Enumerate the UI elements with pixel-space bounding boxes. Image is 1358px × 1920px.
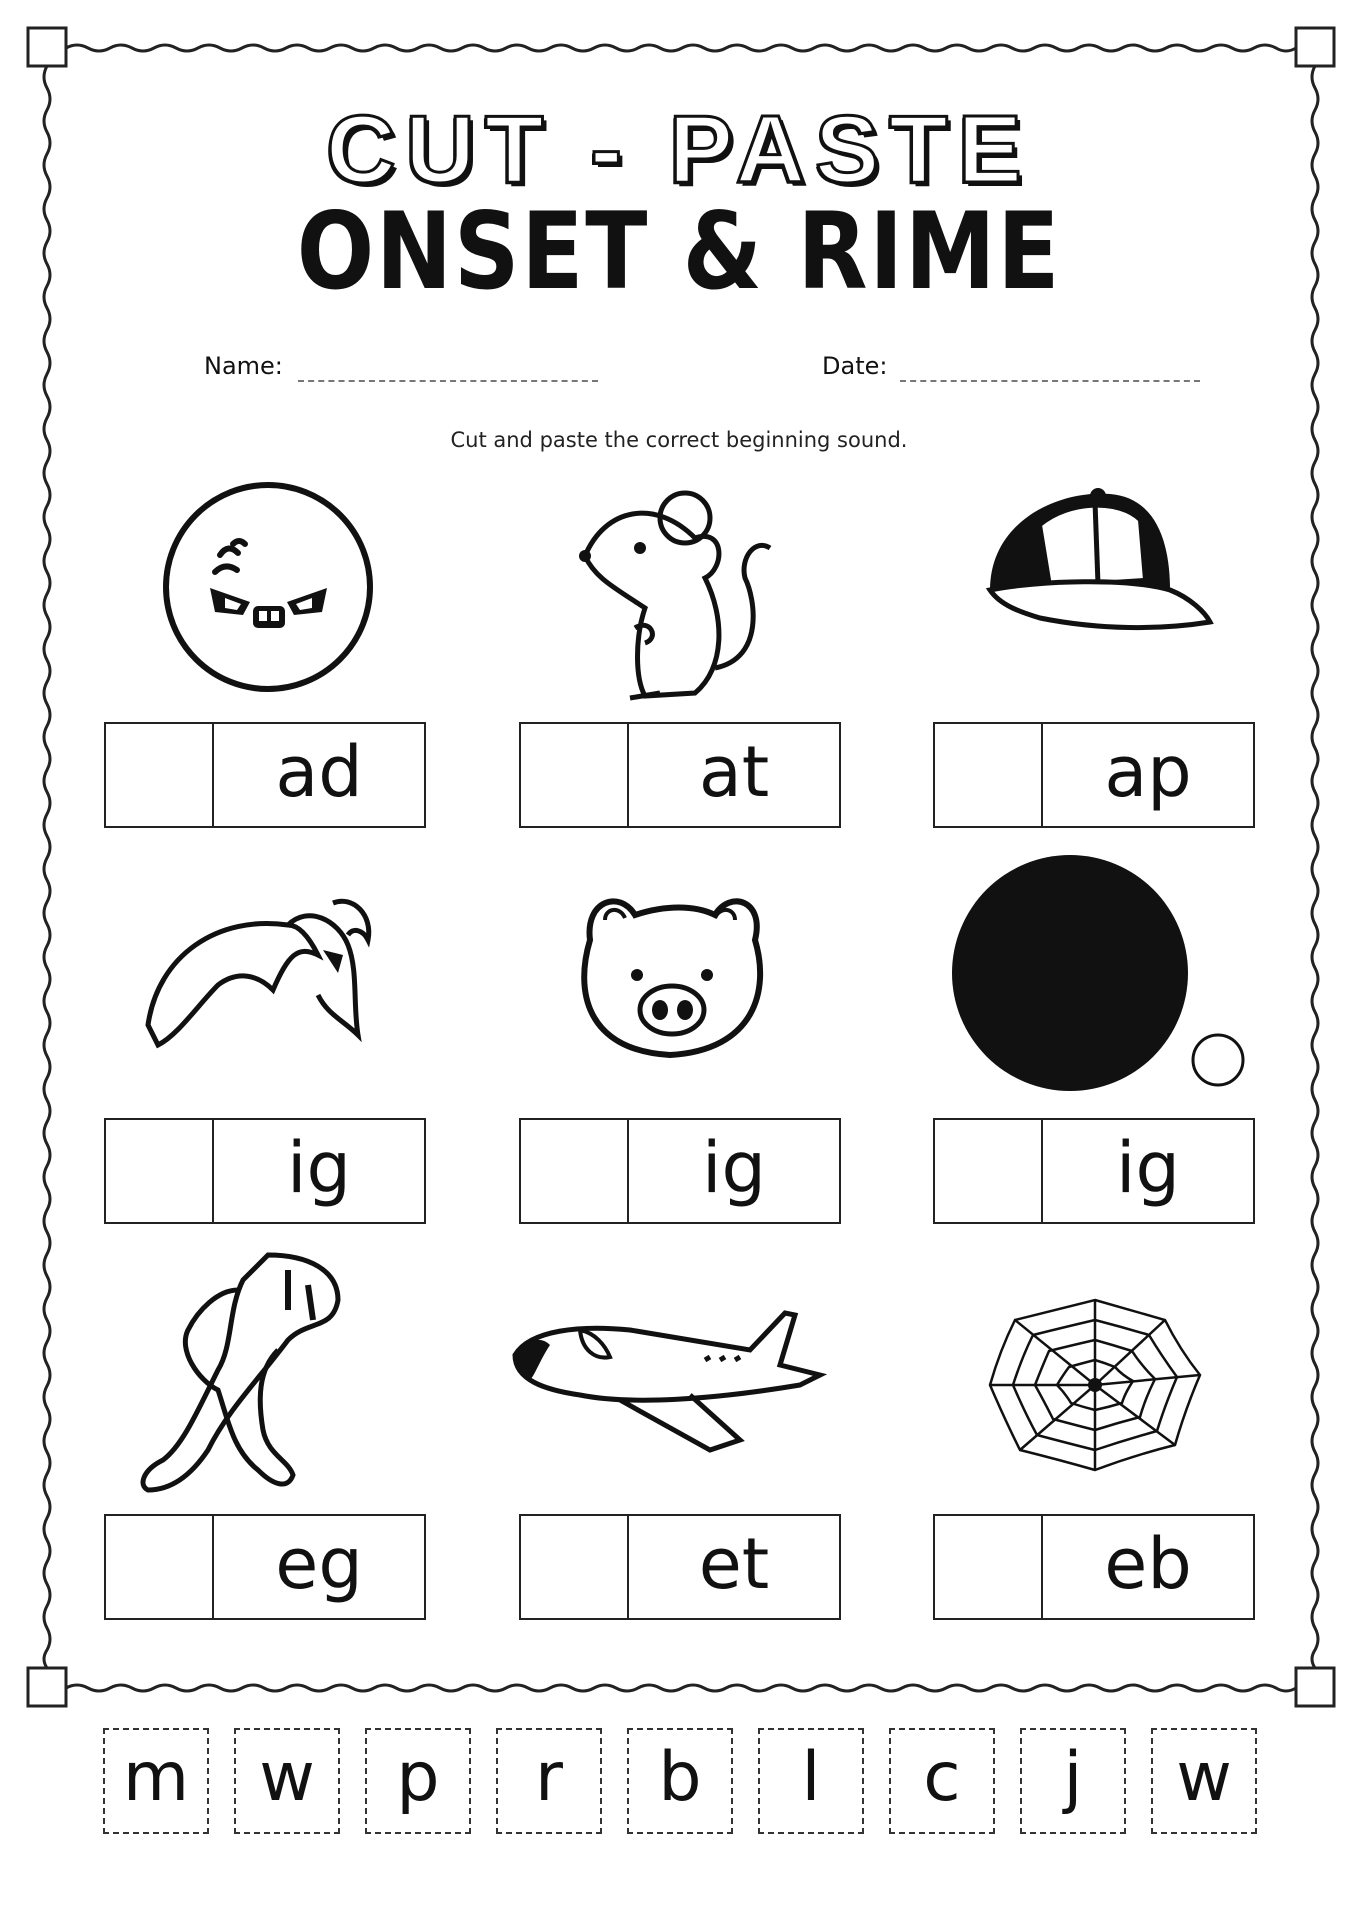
big-circle-icon [950,855,1250,1095]
rime-9: eb [1104,1523,1192,1605]
instruction-text: Cut and paste the correct beginning sound. [450,428,908,452]
corner-square-bottom-left [28,1668,66,1706]
letter-tile-m[interactable]: m [103,1728,209,1834]
letter-tile-p[interactable]: p [365,1728,471,1834]
letter-tile-c[interactable]: c [889,1728,995,1834]
title-cut-paste: CUT - PASTE [326,96,1032,203]
rime-8: et [698,1523,770,1605]
date-label: Date: [822,352,888,380]
letter-tile-w[interactable]: w [234,1728,340,1834]
letter-tile-r[interactable]: r [496,1728,602,1834]
word-box-5 [519,1118,841,1224]
rime-6: ig [1116,1127,1180,1209]
name-label: Name: [204,352,283,380]
onset-blank-7[interactable] [106,1516,214,1618]
onset-blank-4[interactable] [106,1120,214,1222]
title-onset-rime: ONSET & RIME [296,190,1062,313]
onset-blank-2[interactable] [521,724,629,826]
word-box-9 [933,1514,1255,1620]
onset-blank-6[interactable] [935,1120,1043,1222]
jet-icon [510,1305,830,1455]
date-line[interactable] [900,380,1200,382]
onset-blank-5[interactable] [521,1120,629,1222]
word-box-8 [519,1514,841,1620]
word-box-2 [519,722,841,828]
word-box-1 [104,722,426,828]
word-box-3 [933,722,1255,828]
angry-face-icon [155,480,385,710]
pig-icon [565,880,775,1070]
rime-4: ig [287,1127,351,1209]
corner-square-bottom-right [1296,1668,1334,1706]
letter-tile-b[interactable]: b [627,1728,733,1834]
letter-tile-w-2[interactable]: w [1151,1728,1257,1834]
web-icon [985,1295,1205,1475]
onset-blank-3[interactable] [935,724,1043,826]
onset-blank-9[interactable] [935,1516,1043,1618]
rime-5: ig [702,1127,766,1209]
legs-icon [138,1250,348,1500]
rime-3: ap [1104,731,1192,813]
rat-icon [575,468,785,718]
rime-2: at [698,731,770,813]
rime-1: ad [275,731,363,813]
corner-square-top-right [1296,28,1334,66]
rime-7: eg [275,1523,363,1605]
word-box-7 [104,1514,426,1620]
name-line[interactable] [298,380,598,382]
onset-blank-8[interactable] [521,1516,629,1618]
word-box-4 [104,1118,426,1224]
letter-tile-j[interactable]: j [1020,1728,1126,1834]
corner-square-top-left [28,28,66,66]
wig-icon [138,895,388,1065]
onset-blank-1[interactable] [106,724,214,826]
cap-icon [980,480,1220,660]
word-box-6 [933,1118,1255,1224]
letter-tile-l[interactable]: l [758,1728,864,1834]
